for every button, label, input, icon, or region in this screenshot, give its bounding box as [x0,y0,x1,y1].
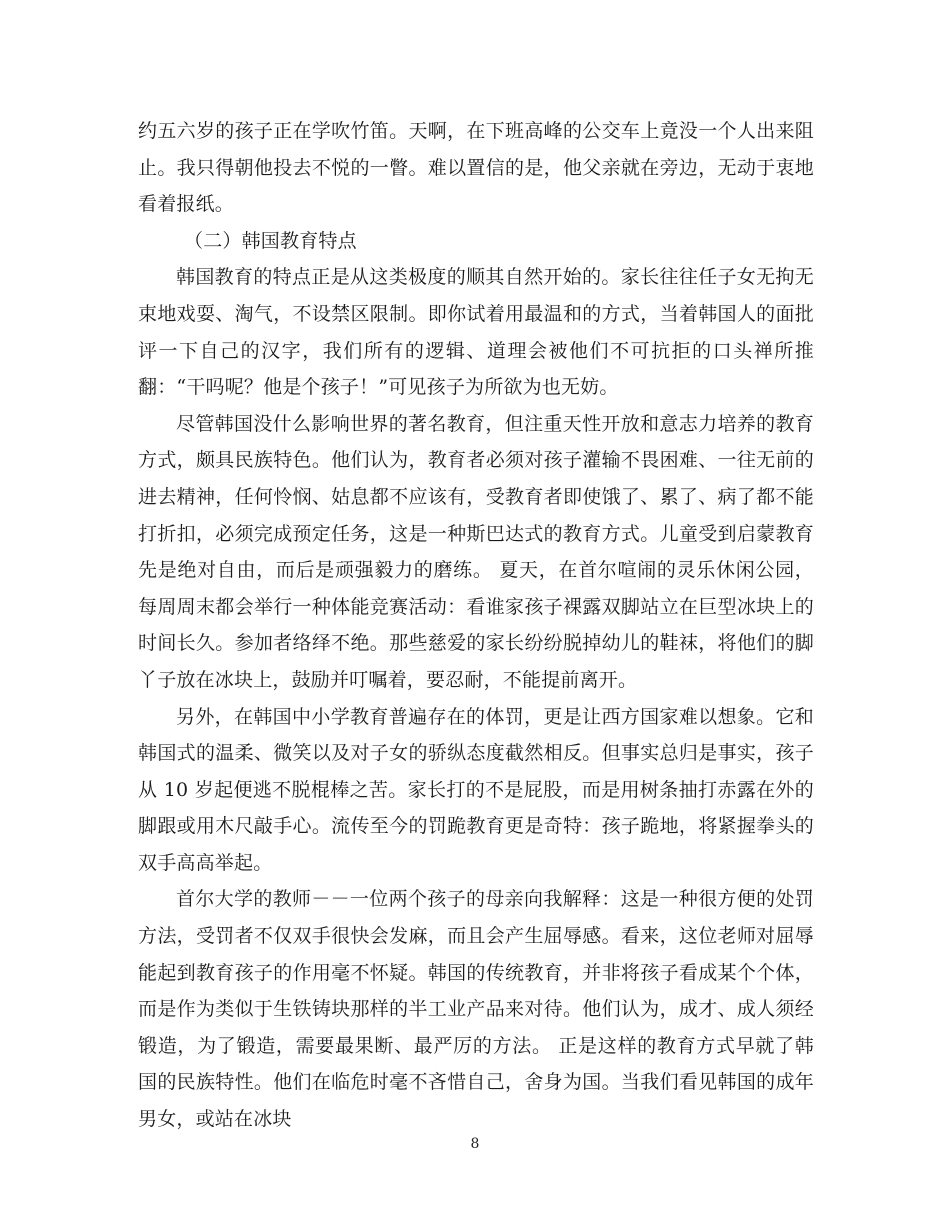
page-number: 8 [470,1136,480,1152]
paragraph: 尽管韩国没什么影响世界的著名教育，但注重天性开放和意志力培养的教育方式，颇具民族特色。他们认为，教育者必须对孩子灌输不畏困难、一往无前的进去精神，任何怜悯、姑息都不应该有，受教育者即使饿了、累了、病了都不能打折扣，必须完成预定任务，这是一种斯巴达式的教育方式。儿童受到启蒙教育先是绝对自由，而后是顽强毅力的磨练。 夏天，在首尔喧闹的灵乐休闲公园，每周周末都会举行一种体能竞赛活动：看谁家孩子裸露双脚站立在巨型冰块上的时间长久。参加者络绎不绝。那些慈爱的家长纷纷脱掉幼儿的鞋袜，将他们的脚丫子放在冰块上，鼓励并叮嘱着，要忍耐，不能提前离开。 [138,412,814,691]
paragraph-continuation: 约五六岁的孩子正在学吹竹笛。天啊，在下班高峰的公交车上竟没一个人出来阻止。我只得朝他投去不悦的一瞥。难以置信的是，他父亲就在旁边，无动于衷地看着报纸。 [138,120,814,216]
paragraph: 首尔大学的教师－－一位两个孩子的母亲向我解释：这是一种很方便的处罚方法，受罚者不仅双手很快会发麻，而且会产生屈辱感。看来，这位老师对屈辱能起到教育孩子的作用毫不怀疑。韩国的传统教育，并非将孩子看成某个个体，而是作为类似于生铁铸块那样的半工业产品来对待。他们认为，成才、成人须经锻造，为了锻造，需要最果断、最严厉的方法。 正是这样的教育方式早就了韩国的民族特性。他们在临危时毫不吝惜自己，舍身为国。当我们看见韩国的成年男女，或站在冰块 [138,888,814,1131]
paragraph: 韩国教育的特点正是从这类极度的顺其自然开始的。家长往往任子女无拘无束地戏耍、淘气，不设禁区限制。即你试着用最温和的方式，当着韩国人的面批评一下自己的汉字，我们所有的逻辑、道理会被他们不可抗拒的口头禅所推翻：“干吗呢？他是个孩子！”可见孩子为所欲为也无妨。 [138,266,814,399]
section-heading: （二）韩国教育特点 [184,229,357,252]
document-body [138,113,814,1138]
paragraph: 另外，在韩国中小学教育普遍存在的体罚，更是让西方国家难以想象。它和韩国式的温柔、微笑以及对子女的骄纵态度截然相反。但事实总归是事实，孩子从 10 岁起便逃不脱棍棒之苦。家长打的不是屁股，而是用树条抽打赤露在外的脚跟或用木尺敲手心。流传至今的罚跪教育更是奇特：孩子跪地，将紧握拳头的双手高高举起。 [138,705,814,874]
